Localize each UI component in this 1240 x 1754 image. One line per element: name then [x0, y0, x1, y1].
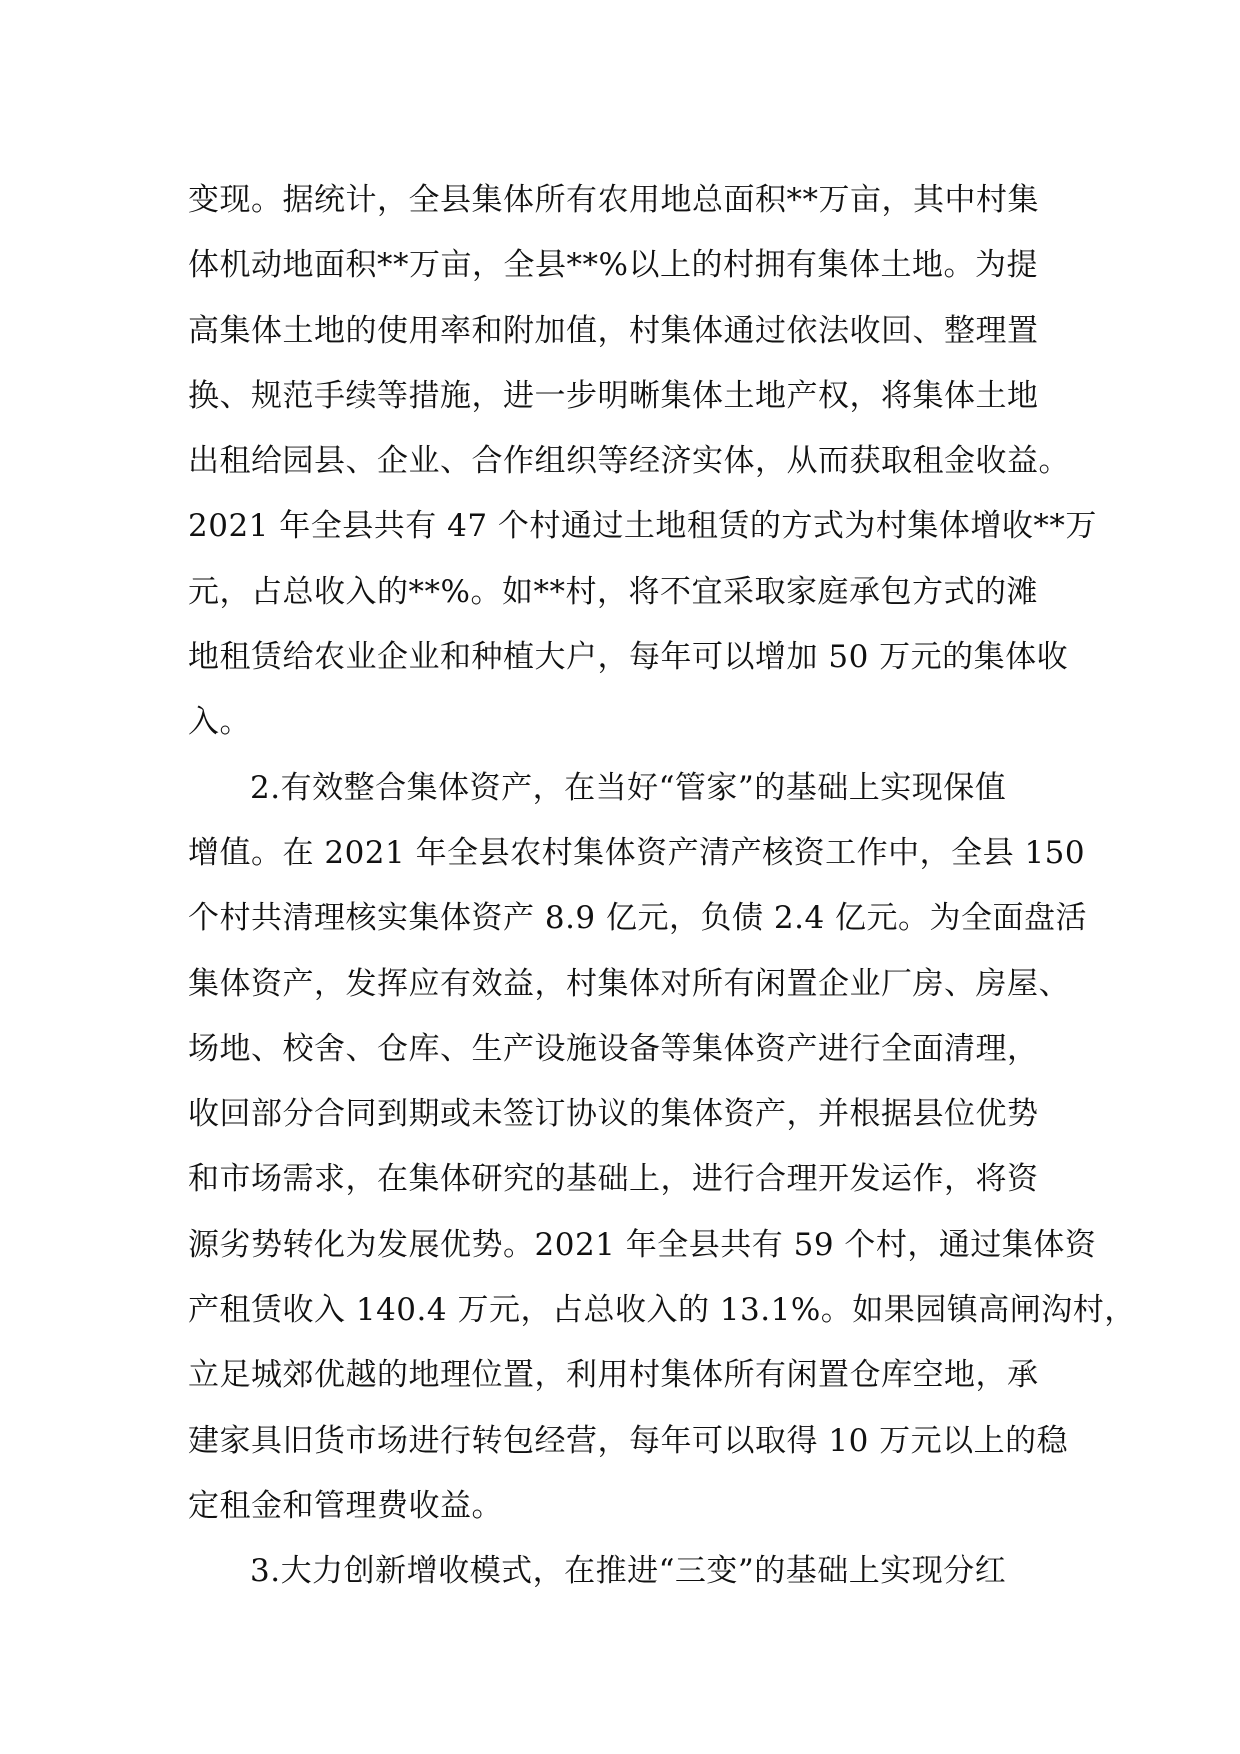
text-line: 定租金和管理费收益。 — [188, 1487, 503, 1524]
text-line: 和市场需求，在集体研究的基础上，进行合理开发运作，将资 — [188, 1161, 1039, 1198]
text-line: 源劣势转化为发展优势。2021 年全县共有 59 个村，通过集体资 — [188, 1226, 1097, 1263]
text-line: 收回部分合同到期或未签订协议的集体资产，并根据县位优势 — [188, 1096, 1039, 1133]
text-line: 场地、校舍、仓库、生产设施设备等集体资产进行全面清理， — [188, 1030, 1039, 1067]
text-line: 出租给园县、企业、合作组织等经济实体，从而获取租金收益。 — [188, 443, 1070, 480]
text-line: 2021 年全县共有 47 个村通过土地租赁的方式为村集体增收**万 — [188, 508, 1097, 545]
text-line: 增值。在 2021 年全县农村集体资产清产核资工作中，全县 150 — [188, 834, 1086, 871]
text-line: 换、规范手续等措施，进一步明晰集体土地产权，将集体土地 — [188, 377, 1039, 414]
text-line: 3.大力创新增收模式，在推进“三变”的基础上实现分红 — [250, 1553, 1007, 1590]
text-line: 产租赁收入 140.4 万元，占总收入的 13.1%。如果园镇高闸沟村， — [188, 1292, 1136, 1329]
text-line: 体机动地面积**万亩，全县**%以上的村拥有集体土地。为提 — [188, 247, 1038, 284]
text-line: 立足城郊优越的地理位置，利用村集体所有闲置仓库空地，承 — [188, 1357, 1039, 1394]
text-line: 地租赁给农业企业和种植大户，每年可以增加 50 万元的集体收 — [188, 639, 1069, 676]
text-line: 变现。据统计，全县集体所有农用地总面积**万亩，其中村集 — [188, 182, 1039, 218]
text-line: 元，占总收入的**%。如**村，将不宜采取家庭承包方式的滩 — [188, 573, 1038, 610]
text-line: 高集体土地的使用率和附加值，村集体通过依法收回、整理置 — [188, 312, 1039, 349]
text-line: 个村共清理核实集体资产 8.9 亿元，负债 2.4 亿元。为全面盘活 — [188, 900, 1088, 937]
text-line: 集体资产，发挥应有效益，村集体对所有闲置企业厂房、房屋、 — [188, 965, 1070, 1002]
text-line: 入。 — [188, 704, 251, 741]
document-body — [188, 168, 1136, 1605]
text-line: 2.有效整合集体资产，在当好“管家”的基础上实现保值 — [250, 769, 1007, 806]
text-line: 建家具旧货市场进行转包经营，每年可以取得 10 万元以上的稳 — [188, 1422, 1069, 1459]
